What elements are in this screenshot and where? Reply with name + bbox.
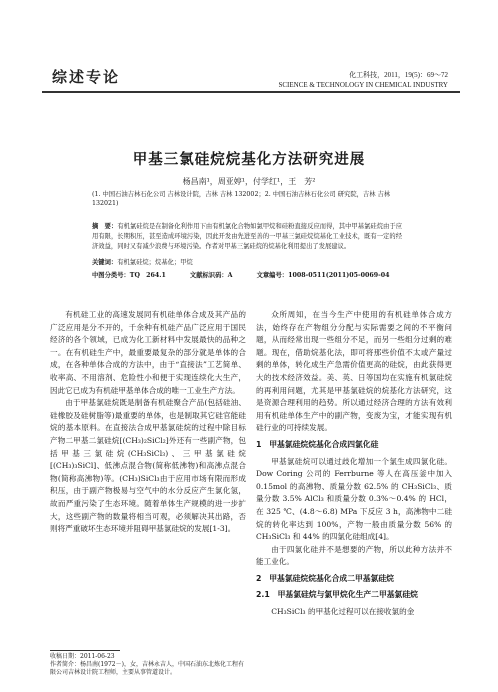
received-date: 收稿日期：2011-06-23 [50, 653, 115, 660]
section-heading: 1 甲基氯硅烷烷基化合成四氯化硅 [256, 439, 379, 449]
authors: 杨昌南¹，周亚婷¹，付学红¹，王 芳² [182, 177, 316, 186]
subsection-heading: 2.1 甲基氯硅烷与氯甲烷化生产二甲基氯硅烷 [256, 590, 418, 600]
affiliation: (1. 中国石油吉林石化公司 吉林设计院，吉林 吉林 132002；2. 中国石油吉林石化公司 研究院，吉林 吉林 132021) [92, 191, 391, 207]
article-title: 甲基三氯硅烷烷基化方法研究进展 [132, 151, 366, 168]
journal-name: SCIENCE & TECHNOLOGY IN CHEMICAL INDUSTRY [278, 81, 448, 89]
paragraph: 甲基氯硅烷可以通过歧化增加一个氯生成四氯化硅。Dow Coring 公司的 Ferrburne 等人在高压釜中加入 0.15mol 的高沸物、质量分数 62.5% 的 CH₃SiCl₃、质量分数 3.5% AlCl₃ 和质量分数 0.3%～0.4% 的 HCl，在 325 ℃、(4.8～6.8) MPa 下反应 3 h，高沸物中二硅烷的转化率达到 100%，产物一般由质量分数 56% 的 CH₃SiCl₃ 和 44% 的四氯化硅组成[4]。 [256, 456, 452, 542]
doc-code: 文献标识码：A [189, 272, 233, 279]
paragraph: 有机硅工业的高速发展同有机硅单体合成及其产品的广泛应用是分不开的，千余种有机硅产品广泛应用于国民经济的各个领域，已成为化工新材料中发展最快的品种之一。在有机硅生产中，最重要最复杂的部分就是单体的合成，在各种单体合成的方法中，由于“直接法”工艺简单、收率高、不用溶剂、危险性小和便于实现连续化大生产，因此它已成为有机硅甲基单体合成的唯一工业生产方法。 [50, 310, 246, 395]
journal-info [279, 70, 449, 90]
paragraph: 由于四氯化硅并不是想要的产物，所以此种方法并不能工业化。 [256, 544, 452, 567]
section-label: 综述专论 [52, 68, 121, 86]
journal-issue: 化工科技，2011，19(5)：69～72 [349, 71, 448, 79]
footnote [50, 653, 246, 677]
keywords-label: 关键词： [92, 259, 118, 266]
classification [92, 270, 422, 279]
paragraph: 众所周知，在当今生产中使用的有机硅单体合成方法，始终存在产物组分分配与实际需要之间的不平衡问题，从而经常出现一些组分不足，而另一些组分过剩的难题。现在，借助烷基化法，即可将那些价值不太或产量过剩的单体，转化成生产急需价值更高的硅烷，由此获得更大的技术经济效益。美、英、日等国均在实施有机氯硅烷的再利用问题，尤其是甲基氯硅烷的烷基化方法研究，这是资源合理利用的趋势。所以通过经济合理的方法有效利用有机硅单体生产中的副产物，变废为宝，才能实现有机硅行业的可持续发展。 [256, 310, 452, 433]
paragraph: 由于甲基氯硅烷既是制备有机硅聚合产品(包括硅油、硅橡胶及硅树脂等)最重要的单体，也是制取其它硅官能硅烷的基本原料。在直接法合成甲基氯硅烷的过程中除目标产物二甲基二氯硅烷[(CH₃)₂SiCl₂]外还有一些副产物，包括甲基三氯硅烷(CH₃SiCl₃)、三甲基氯硅烷[(CH₃)₃SiCl]、低沸点混合物(简称低沸物)和高沸点混合物(简称高沸物)等。(CH₃)SiCl₃由于应用市场有限而形成积压，由于副产物极易与空气中的水分反应产生氯化氢，故而严重污染了生态环境。随着单体生产规模的进一步扩大，这些副产物的数量将相当可观，必须解决其出路，否则将严重破坏生态环境并阻碍甲基氯硅烷的发展[1-3]。 [50, 398, 246, 534]
abstract-label: 摘 要： [92, 223, 118, 230]
clc-number: 中图分类号：TQ 264.1 [92, 272, 166, 279]
abstract-text: 有机氯硅烷是在制备化利作用下由有机氯化合物如氯甲烷和硅粉直接反应而得，其中甲基氯硅烷由于应用有限，长期积压，甚至造成环境污染，因此开发由先进至善的一甲基三氯硅烷烷基化工业技术，既有一定的经济效益，同时又有减少浪费与环境污染。作者对甲基三氯硅烷的烷基化利用提出了发展建议。 [92, 223, 403, 250]
footnote-rule [50, 650, 120, 651]
paragraph: CH₃SiCl₃ 的甲基化过程可以在接收氯的金 [271, 607, 415, 617]
section-heading: 2 甲基氯硅烷烷基化合成二甲基氯硅烷 [256, 573, 394, 583]
right-column [256, 309, 452, 619]
header-rule [42, 91, 460, 93]
abstract [92, 222, 402, 252]
left-column [50, 309, 246, 536]
article-number: 文章编号：1008-0511(2011)05-0069-04 [256, 272, 390, 279]
author-intro: 作者简介：杨昌南(1972－)，女，吉林永吉人，中国石油东北炼化工程有限公司吉林设计院工程师，主要从事管道设计。 [50, 661, 244, 676]
keywords [92, 257, 402, 266]
keywords-text: 有机氯硅烷；烷基化；甲烷 [117, 259, 193, 266]
